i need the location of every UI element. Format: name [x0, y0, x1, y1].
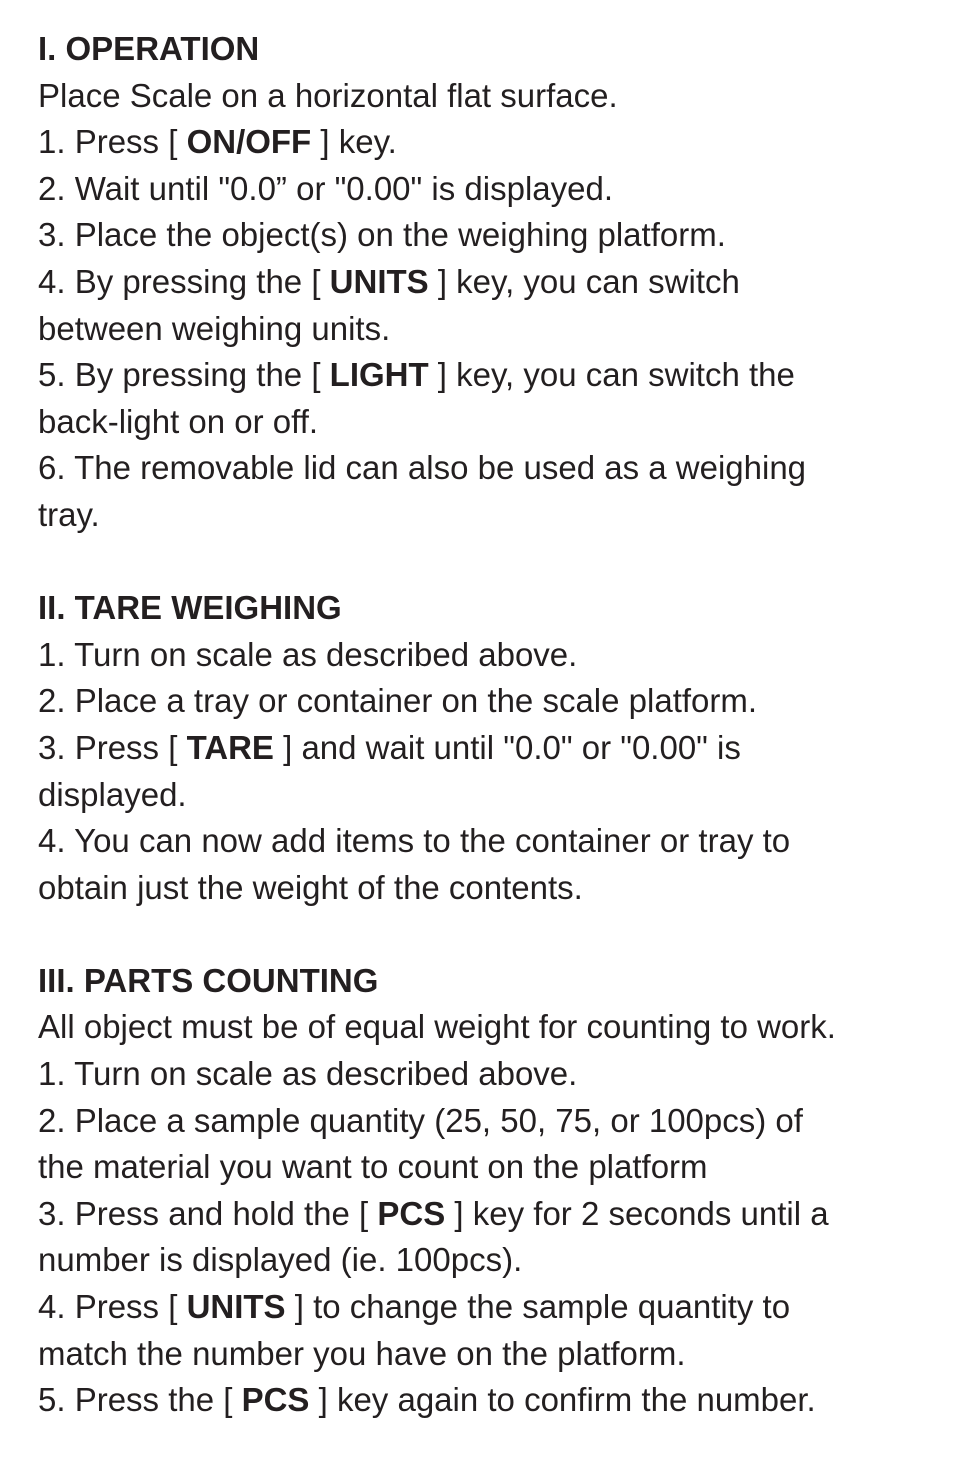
- section-intro: Place Scale on a horizontal flat surface.: [38, 76, 618, 114]
- step-item: 1. Turn on scale as described above.: [38, 635, 578, 673]
- step-item: 4. You can now add items to the container or tray to obtain just the weight of the contents.: [38, 822, 791, 906]
- key-label: ON/OFF: [186, 123, 312, 161]
- step-item: 1. Turn on scale as described above.: [38, 1055, 578, 1093]
- step-item: 3. Press and hold the [ PCS ] key for 2 seconds until a number is displayed (ie. 100pcs).: [38, 1194, 829, 1279]
- section-parts-counting: [38, 958, 924, 1424]
- key-label: PCS: [377, 1194, 446, 1232]
- step-item: 6. The removable lid can also be used as a weighing tray.: [38, 449, 807, 533]
- step-item: 4. By pressing the [ UNITS ] key, you can switch between weighing units.: [38, 262, 740, 347]
- key-label: PCS: [241, 1381, 310, 1419]
- step-item: 3. Press [ TARE ] and wait until "0.0" or "0.00" is displayed.: [38, 728, 741, 813]
- section-tare-weighing: [38, 585, 924, 911]
- section-heading: I. OPERATION: [38, 30, 260, 67]
- section-heading: II. TARE WEIGHING: [38, 589, 342, 627]
- step-item: 2. Place a tray or container on the scale platform.: [38, 682, 758, 720]
- step-item: 2. Place a sample quantity (25, 50, 75, or 100pcs) of the material you want to count on the platform: [38, 1101, 803, 1186]
- step-item: 3. Place the object(s) on the weighing platform.: [38, 216, 726, 254]
- step-item: 1. Press [ ON/OFF ] key.: [38, 123, 397, 161]
- key-label: TARE: [186, 728, 274, 766]
- step-item: 5. By pressing the [ LIGHT ] key, you can switch the back-light on or off.: [38, 356, 795, 440]
- section-operation: [38, 26, 924, 539]
- key-label: UNITS: [329, 262, 429, 300]
- step-item: 5. Press the [ PCS ] key again to confirm the number.: [38, 1381, 816, 1419]
- section-intro: All object must be of equal weight for counting to work.: [38, 1008, 836, 1046]
- section-heading: III. PARTS COUNTING: [38, 961, 379, 999]
- step-item: 4. Press [ UNITS ] to change the sample quantity to match the number you have on the platform.: [38, 1288, 791, 1372]
- key-label: LIGHT: [329, 356, 429, 394]
- step-item: 2. Wait until "0.0” or "0.00" is displayed.: [38, 169, 614, 207]
- key-label: UNITS: [186, 1288, 286, 1326]
